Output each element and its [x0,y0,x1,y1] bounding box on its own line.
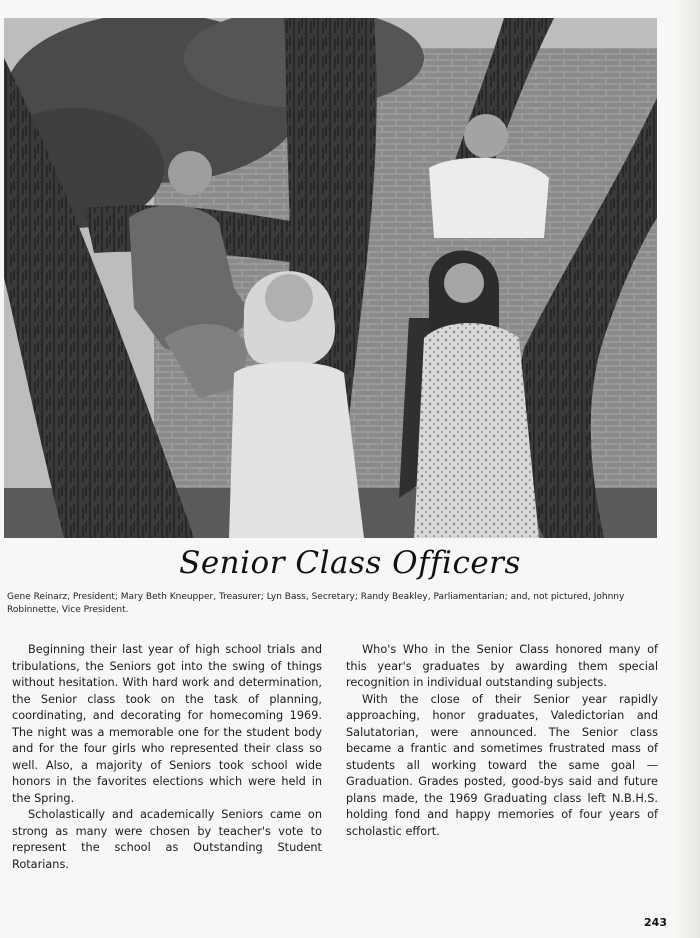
body-paragraph: Scholastically and academically Seniors came on strong as many were chosen by teacher's vote to represent the school as Outstanding Student Rotarians. [12,808,322,871]
body-paragraph: Who's Who in the Senior Class honored many of this year's graduates by awarding them special recognition in individual outstanding subjects. [346,643,658,689]
body-column-right [346,642,658,840]
body-column-left [12,642,322,873]
body-paragraph: Beginning their last year of high school trials and tribulations, the Seniors got into the swing of things without hesitation. With hard work and determination, the Senior class took on the task of planning, coordinating, and decorating for homecoming 1969. The night was a memorable one for the student body and for the four girls who represented their class so well. Also, a majority of Seniors took school wide honors in the favorites elections which were held in the Spring. [12,643,322,805]
page-edge-shadow [676,0,700,938]
group-photo [4,18,657,538]
photo-caption: Gene Reinarz, President; Mary Beth Kneupper, Treasurer; Lyn Bass, Secretary; Randy Beakley, Parliamentarian; and, not pictured, Johnny Robinnette, Vice President. [7,592,625,615]
body-paragraph: With the close of their Senior year rapidly approaching, honor graduates, Valedictorian and Salutatorian, were announced. The Senior class became a frantic and sometimes frustrated mass of students all working toward the same goal — Graduation. Grades posted, good-bys said and future plans made, the 1969 Graduating class left N.B.H.S. holding fond and happy memories of four years of scholastic effort. [346,692,658,838]
page-number: 243 [644,916,667,929]
photo-illustration [4,18,657,538]
page-title: Senior Class Officers [179,545,521,581]
